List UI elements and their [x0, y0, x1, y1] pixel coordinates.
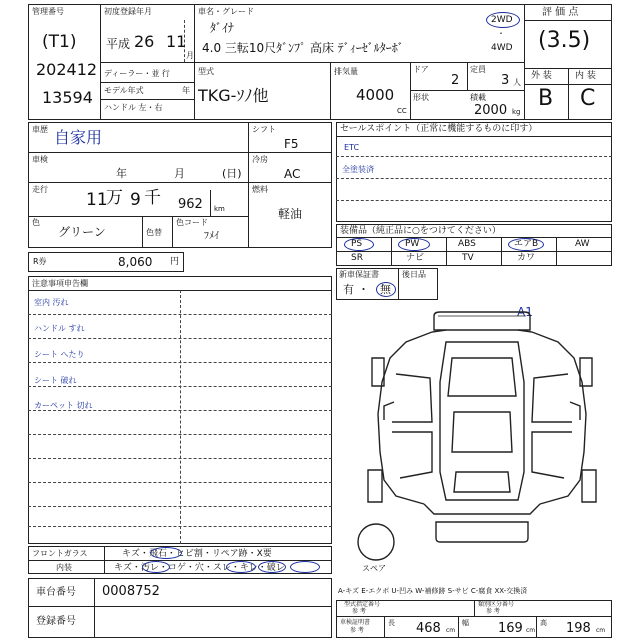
length-value: 468 — [416, 621, 441, 636]
category-ref: 参 考 — [486, 608, 500, 615]
height-unit: cm — [596, 627, 606, 634]
inspection-year-unit: 年 — [116, 167, 127, 180]
model-cert-label: 型式指定番号 — [344, 601, 381, 608]
equip-airbag: エアB — [514, 239, 539, 249]
drive-2wd: 2WD — [491, 15, 513, 25]
mileage-sen: 9 — [130, 190, 141, 210]
equip-tv: TV — [462, 253, 474, 263]
glass-label: フロントガラス — [32, 549, 88, 558]
shape-label: 形状 — [413, 93, 429, 102]
era: 平成 — [106, 37, 131, 51]
exterior-label: 外 装 — [531, 71, 552, 81]
capacity-unit: 人 — [513, 78, 521, 87]
dealer-label: ディーラー・並 行 — [104, 69, 170, 78]
width-value: 169 — [498, 621, 523, 636]
handle-label: ハンドル 左・右 — [104, 103, 163, 112]
mileage-label: 走行 — [32, 185, 48, 194]
interior-scuff-circle — [226, 561, 256, 573]
exterior-grade: B — [538, 86, 554, 111]
warranty-no-circle — [376, 282, 396, 297]
model-cert-ref: 参 考 — [352, 608, 366, 615]
color-code-value: ﾌﾒｲ — [204, 231, 219, 242]
note-item: シート 破れ — [34, 376, 77, 385]
recycle-value: 8,060 — [118, 255, 153, 269]
mgmt-code: (T1) — [42, 32, 77, 52]
glass-chip-circle — [150, 547, 182, 559]
height-label: 高 — [540, 619, 547, 627]
equip-ps: PS — [351, 239, 363, 249]
color-code-label: 色コード — [176, 218, 208, 227]
cert-ref: 参 考 — [350, 627, 364, 634]
interior-tear-circle — [290, 561, 320, 573]
model-label: 型式 — [198, 67, 214, 76]
recycle-label: R券 — [33, 257, 47, 266]
length-unit: cm — [446, 627, 456, 634]
drive-4wd: 4WD — [491, 43, 513, 53]
mileage-rest: 962 — [178, 197, 203, 212]
dealer-item-label: 後日品 — [402, 270, 426, 279]
fuel-value: 軽油 — [278, 207, 303, 221]
chassis-value: 0008752 — [102, 584, 160, 599]
load-unit: kg — [512, 108, 521, 116]
man-unit: 万 — [106, 188, 123, 208]
color-label: 色 — [32, 218, 40, 227]
interior-options: キズ・汚レ・コゲ・穴・スレ・キレ・破レ — [114, 563, 285, 573]
height-value: 198 — [566, 621, 591, 636]
load-value: 2000 — [474, 103, 508, 118]
damage-mark: A1 — [517, 305, 533, 319]
length-label: 長 — [388, 619, 395, 627]
load-label: 積載 — [470, 93, 486, 102]
color-value: グリーン — [58, 225, 106, 239]
sales-point-item: 全塗装済 — [342, 165, 374, 174]
equip-abs: ABS — [458, 239, 476, 249]
equipment-title: 装備品（純正品に○をつけてください） — [340, 226, 501, 236]
warranty-dot: ・ — [358, 283, 369, 296]
model-year-label: モデル年式 — [104, 86, 144, 95]
registration-label: 登録番号 — [36, 616, 76, 627]
category-label: 類別区分番号 — [478, 601, 515, 608]
interior-stain-circle — [142, 561, 170, 573]
note-item: カーペット 切れ — [34, 401, 93, 410]
mgmt-label: 管理番号 — [32, 7, 64, 16]
sales-point-item: ETC — [344, 143, 360, 152]
shift-value: F5 — [284, 137, 299, 151]
car-name: ﾀﾞｲﾅ — [210, 21, 235, 35]
spare-label: スペア — [362, 564, 386, 573]
note-item: 室内 汚れ — [34, 298, 69, 307]
interior-label: 内装 — [56, 563, 72, 572]
inspection-day-unit: (日) — [222, 167, 242, 180]
inspection-month-unit: 月 — [174, 167, 185, 180]
doors-value: 2 — [451, 73, 460, 88]
chassis-label: 車台番号 — [36, 587, 76, 598]
interior-grade: C — [580, 86, 596, 111]
rating-value: (3.5) — [538, 28, 591, 53]
fuel-label: 燃料 — [252, 185, 268, 194]
glass-options: キズ・飛石・ヒビ割・リペア跡・X要 — [122, 549, 272, 559]
reg-year: 26 — [134, 32, 155, 51]
recycle-box — [28, 252, 184, 272]
note-item: ハンドル すれ — [34, 324, 85, 333]
doors-label: ドア — [413, 65, 429, 74]
sales-points-title: セールスポイント（正常に機能するものに印す） — [340, 124, 538, 134]
reg-month: 11 — [166, 32, 187, 51]
sales-points-box — [336, 122, 612, 222]
damage-legend: A-キズ E-エクボ U-凹み W-補修跡 S-サビ C-腐食 XX-交換済 — [338, 587, 528, 595]
mileage-man: 11 — [86, 190, 108, 210]
month-unit: 月 — [186, 51, 194, 60]
interior-cut-circle — [258, 561, 286, 573]
warranty-no: 無 — [380, 283, 391, 296]
color-swap-label: 色替 — [146, 228, 162, 237]
mgmt-num-2: 13594 — [42, 88, 93, 107]
km-unit: km — [214, 205, 225, 213]
equip-navi: ナビ — [406, 253, 425, 263]
displacement-unit: CC — [397, 107, 407, 115]
note-item: シート へたり — [34, 350, 85, 359]
rating-label: 評 価 点 — [542, 7, 579, 18]
width-unit: cm — [526, 627, 536, 634]
equip-aw: AW — [575, 239, 590, 249]
equip-sr: SR — [351, 253, 363, 263]
vehicle-diagram — [336, 302, 612, 584]
cert-label: 車検証明書 — [340, 619, 371, 626]
displacement-label: 排気量 — [334, 67, 358, 76]
first-reg-label: 初度登録年月 — [104, 7, 152, 16]
inspection-label: 車検 — [32, 155, 48, 164]
usage-label: 車歴 — [32, 125, 48, 134]
name-grade-label: 車名・グレード — [198, 7, 254, 16]
notes-title: 注意事項申告欄 — [32, 279, 88, 288]
mgmt-num-1: 202412 — [36, 60, 98, 79]
width-label: 幅 — [462, 619, 469, 627]
equip-leather: カワ — [517, 253, 536, 263]
ac-value: AC — [284, 167, 301, 181]
equip-pw: PW — [405, 239, 420, 249]
drive-dot: ・ — [497, 29, 505, 38]
displacement-value: 4000 — [356, 86, 395, 104]
sen-unit: 千 — [144, 188, 161, 208]
warranty-label: 新車保証書 — [339, 270, 379, 279]
usage-value: 自家用 — [54, 128, 103, 147]
shift-label: シフト — [252, 125, 276, 134]
warranty-yes: 有 — [343, 283, 354, 296]
capacity-value: 3 — [501, 73, 510, 88]
model-value: TKG-ｿﾉ他 — [198, 86, 269, 105]
interior-label: 内 装 — [575, 71, 596, 81]
recycle-unit: 円 — [170, 257, 180, 267]
ac-label: 冷房 — [252, 155, 268, 164]
model-year-unit: 年 — [182, 86, 190, 95]
capacity-label: 定員 — [470, 65, 486, 74]
grade: 4.0 三転10尺ﾀﾞﾝﾌﾟ 高床 ﾃﾞｨｰｾﾞﾙﾀｰﾎﾞ — [202, 41, 404, 55]
